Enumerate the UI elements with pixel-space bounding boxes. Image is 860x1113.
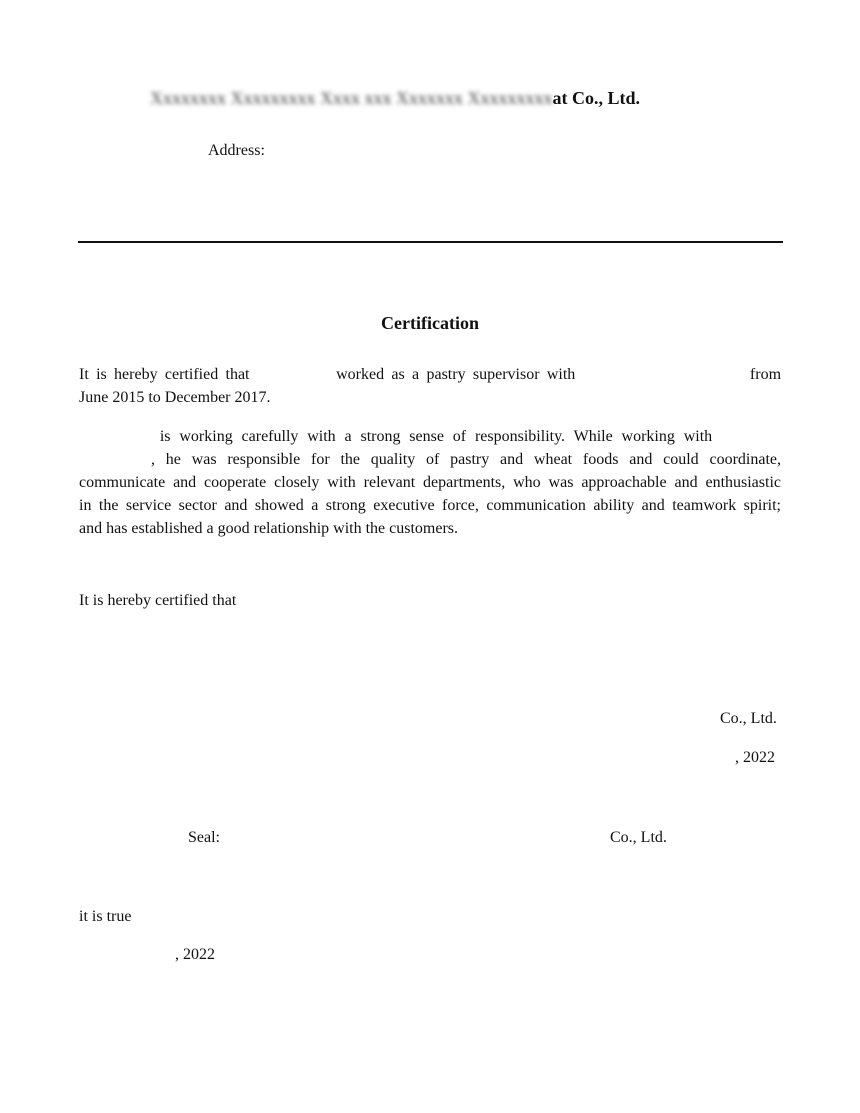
seal-label: Seal: [188, 829, 220, 846]
company-name-heading [150, 88, 710, 109]
employment-period: June 2015 to December 2017. [79, 389, 271, 406]
verification-date: , 2022 [175, 946, 215, 963]
closing-certified-text: It is hereby certified that [79, 592, 237, 609]
redacted-company-name: Xxxxxxxx Xxxxxxxxx Xxxx xxx Xxxxxxx Xxxxxxxxx [150, 88, 553, 108]
seal-company: Co., Ltd. [610, 829, 667, 846]
evaluation-text-1: is working carefully with a strong sense of responsibility. While working with [159, 428, 713, 445]
paragraph-evaluation-line-1 [79, 425, 781, 448]
paragraph-evaluation [79, 425, 781, 540]
verification-text: it is true [79, 908, 132, 925]
company-name-visible: at Co., Ltd. [552, 88, 641, 108]
certified-text: It is hereby certified that [79, 366, 250, 383]
from-text: from [749, 366, 782, 383]
evaluation-text-5: and has established a good relationship with the customers. [79, 520, 459, 537]
signing-date: , 2022 [735, 749, 775, 766]
signing-company: Co., Ltd. [720, 710, 777, 727]
header-divider [78, 241, 783, 243]
evaluation-text-2: , he was responsible for the quality of pastry and wheat foods and could coordinate, [151, 451, 781, 468]
role-text: worked as a pastry supervisor with [336, 366, 576, 383]
paragraph-evaluation-line-2 [79, 448, 781, 471]
evaluation-text-3: communicate and cooperate closely with relevant departments, who was approachable and enthusiastic [79, 474, 781, 491]
paragraph-employment-line-1 [79, 363, 781, 386]
evaluation-text-4: in the service sector and showed a strong executive force, communication ability and teamwork spirit; [79, 497, 781, 514]
paragraph-employment [79, 363, 781, 409]
address-label: Address: [208, 142, 265, 159]
document-title: Certification [381, 313, 479, 333]
